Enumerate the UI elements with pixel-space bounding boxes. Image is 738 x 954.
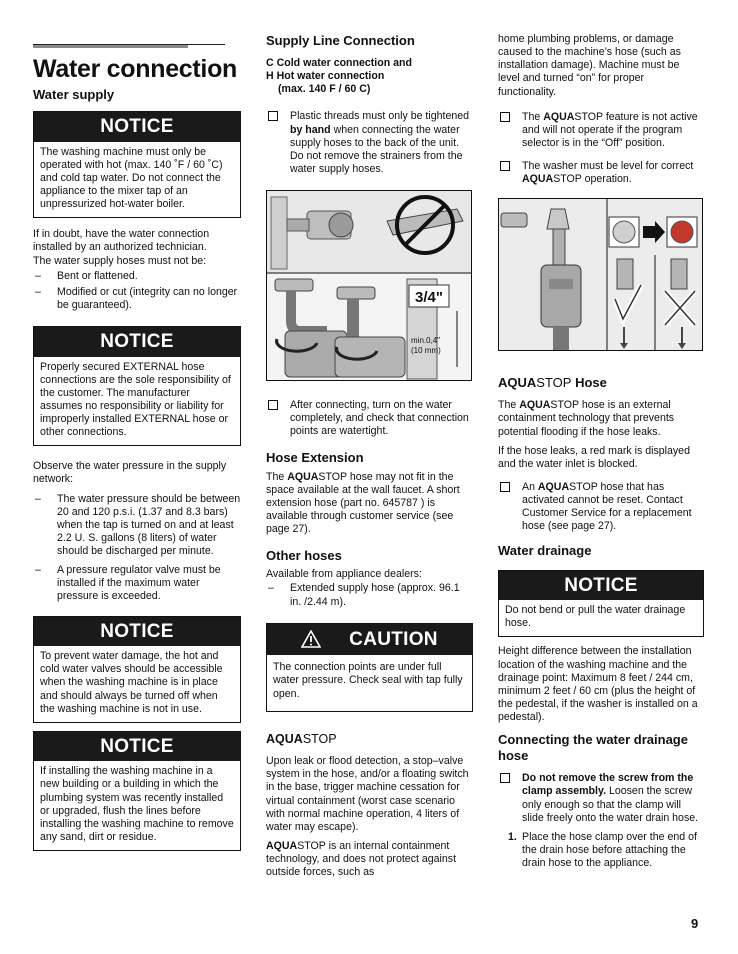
aquastop-paragraph-1: Upon leak or flood detection, a stop–valve system in the hose, and/or a floating switch in the base, trigger machine cessation for virtual containment (worst case scenario with normal machine operation, 4 liters of water may escape). <box>266 755 469 833</box>
step-number: 1. <box>508 830 517 843</box>
aquastop-hose-paragraph-1: The AQUASTOP hose is an external containment technology that prevents potential flooding if the hose leaks. <box>498 399 675 438</box>
notice-box-1 <box>33 111 241 218</box>
list-item: An AQUASTOP hose that has activated cannot be reset. Contact Customer Service for a replacement hose (see page 27). <box>498 481 704 534</box>
other-hoses-intro: Available from appliance dealers: <box>266 568 422 581</box>
page-number: 9 <box>691 916 699 931</box>
aquastop-heading: AQUASTOP <box>266 731 337 746</box>
supply-line-heading: Supply Line Connection <box>266 33 415 48</box>
list-item: – A pressure regulator valve must be installed if the maximum water pressure is exceeded. <box>35 564 221 603</box>
notice-box-3 <box>33 616 241 723</box>
notice-text: If installing the washing machine in a new building or a building in which the plumbing system was recently installed or upgraded, flush the lines before installing the washing machine to remove any sand, dirt or residue. <box>40 765 234 843</box>
hose-extension-heading: Hose Extension <box>266 450 364 466</box>
aquastop-hose-heading: AQUASTOP Hose <box>498 375 607 391</box>
title-rule <box>33 44 225 48</box>
checkbox-bullet-icon <box>268 400 278 410</box>
notice-text: The washing machine must only be operated with hot (max. 140 ˚F / 60 ˚C) and cold tap water. Do not connect the appliance to the mixer tap of an unpressurized hot-water boiler. <box>40 145 223 211</box>
list-item: Do not remove the screw from the clamp assembly. Loosen the screw only enough so that the clamp will slide freely onto the water drain hose. <box>498 772 704 825</box>
list-item: – Modified or cut (integrity can no longer be guaranteed). <box>35 285 238 311</box>
other-hoses-heading: Other hoses <box>266 548 342 564</box>
notice-box-5 <box>498 570 704 638</box>
notice-box-4 <box>33 731 241 851</box>
list-item: Plastic threads must only be tightened by hand when connecting the water supply hoses to the back of the unit. Do not remove the strainers from the water supply hoses. <box>266 110 473 176</box>
warning-triangle-icon <box>301 630 321 648</box>
list-item: – The water pressure should be between 20 and 120 p.s.i. (1.37 and 8.3 bars) when the tap is turned on and at least 2.2 U. S. gallons (8 liters) of water should be discharged per minute. <box>35 492 241 558</box>
checkbox-bullet-icon <box>500 161 510 171</box>
aquastop-hose-figure <box>498 198 703 351</box>
hot-connection-label: H Hot water connection <box>266 70 385 83</box>
list-item: After connecting, turn on the water completely, and check that connection points are watertight. <box>266 399 473 438</box>
supply-hose-figure <box>266 190 472 381</box>
intro-paragraph-1: If in doubt, have the water connection installed by an authorized technician. <box>33 228 210 254</box>
supply-hose-illustration <box>267 191 472 381</box>
notice-text: Do not bend or pull the water drainage hose. <box>505 604 686 630</box>
list-item: – Extended supply hose (approx. 96.1 in. /2.44 m). <box>268 582 460 608</box>
min-depth-metric-label: (10 mm) <box>411 346 441 356</box>
column-left <box>33 87 241 861</box>
aquastop-hose-illustration <box>499 199 703 351</box>
hot-max-temperature: (max. 140 F / 60 C) <box>278 83 371 96</box>
aquastop-hose-paragraph-2: If the hose leaks, a red mark is displayed and the water inlet is blocked. <box>498 444 690 470</box>
title-rule-thick <box>33 45 188 48</box>
min-depth-label: min.0,4" <box>411 336 441 346</box>
notice-text: To prevent water damage, the hot and cold water valves should be accessible when the washing machine is in place and should always be turned off when the washing machine is not in use. <box>40 650 223 715</box>
checkbox-bullet-icon <box>500 112 510 122</box>
intro-paragraph-2: The water supply hoses must not be: <box>33 254 207 267</box>
fraction-label: 3/4" <box>415 289 443 307</box>
notice-label: NOTICE <box>499 571 703 601</box>
notice-box-2 <box>33 326 241 446</box>
column-right <box>498 33 704 873</box>
checkbox-bullet-icon <box>500 482 510 492</box>
notice-label: NOTICE <box>34 732 240 762</box>
page-title: Water connection <box>33 55 238 83</box>
aquastop-paragraph-2: AQUASTOP is an internal containment technology, and does not protect against outside forces, such as <box>266 839 457 879</box>
pressure-intro: Observe the water pressure in the supply network: <box>33 460 227 486</box>
notice-label: NOTICE <box>34 617 240 647</box>
notice-text: Properly secured EXTERNAL hose connections are the sole responsibility of the customer. The manufacturer assumes no responsibility or liability for improperly installed EXTERNAL hose or other connections. <box>40 360 231 439</box>
water-drainage-heading: Water drainage <box>498 543 592 559</box>
caution-text: The connection points are under full water pressure. Check seal with tap fully open. <box>273 661 463 700</box>
list-item: The AQUASTOP feature is not active and will not operate if the program selector is in the “Off” position. <box>498 111 704 150</box>
checkbox-bullet-icon <box>268 111 278 121</box>
list-item: The washer must be level for correct AQUASTOP operation. <box>498 160 704 186</box>
water-supply-heading: Water supply <box>33 87 115 102</box>
notice-label: NOTICE <box>34 112 240 142</box>
notice-label: NOTICE <box>34 327 240 357</box>
continued-paragraph: home plumbing problems, or damage caused to the machine’s hose (such as installation damage). Machine must be level and turned “on” for proper functionality. <box>498 33 681 98</box>
column-middle <box>266 33 473 883</box>
cold-connection-label: C Cold water connection and <box>266 57 412 70</box>
caution-box <box>266 623 473 712</box>
height-difference-paragraph: Height difference between the installation location of the washing machine and the drainage point: Maximum 8 feet / 244 cm, minimum 2 feet / 60 cm (plus the height of the pedestal, if the washer is installed on a pedestal). <box>498 645 698 724</box>
connect-drain-heading: Connecting the water drainage hose <box>498 732 688 764</box>
hose-extension-text: The AQUASTOP hose may not fit in the space available at the wall faucet. A short extension hose (part no. 645787 ) is available through customer service (see page 27). <box>266 470 460 536</box>
step-item: 1. Place the hose clamp over the end of the drain hose before attaching the drain hose to the appliance. <box>498 831 704 870</box>
list-item: – Bent or flattened. <box>35 269 138 282</box>
caution-label: CAUTION <box>349 628 438 650</box>
checkbox-bullet-icon <box>500 773 510 783</box>
